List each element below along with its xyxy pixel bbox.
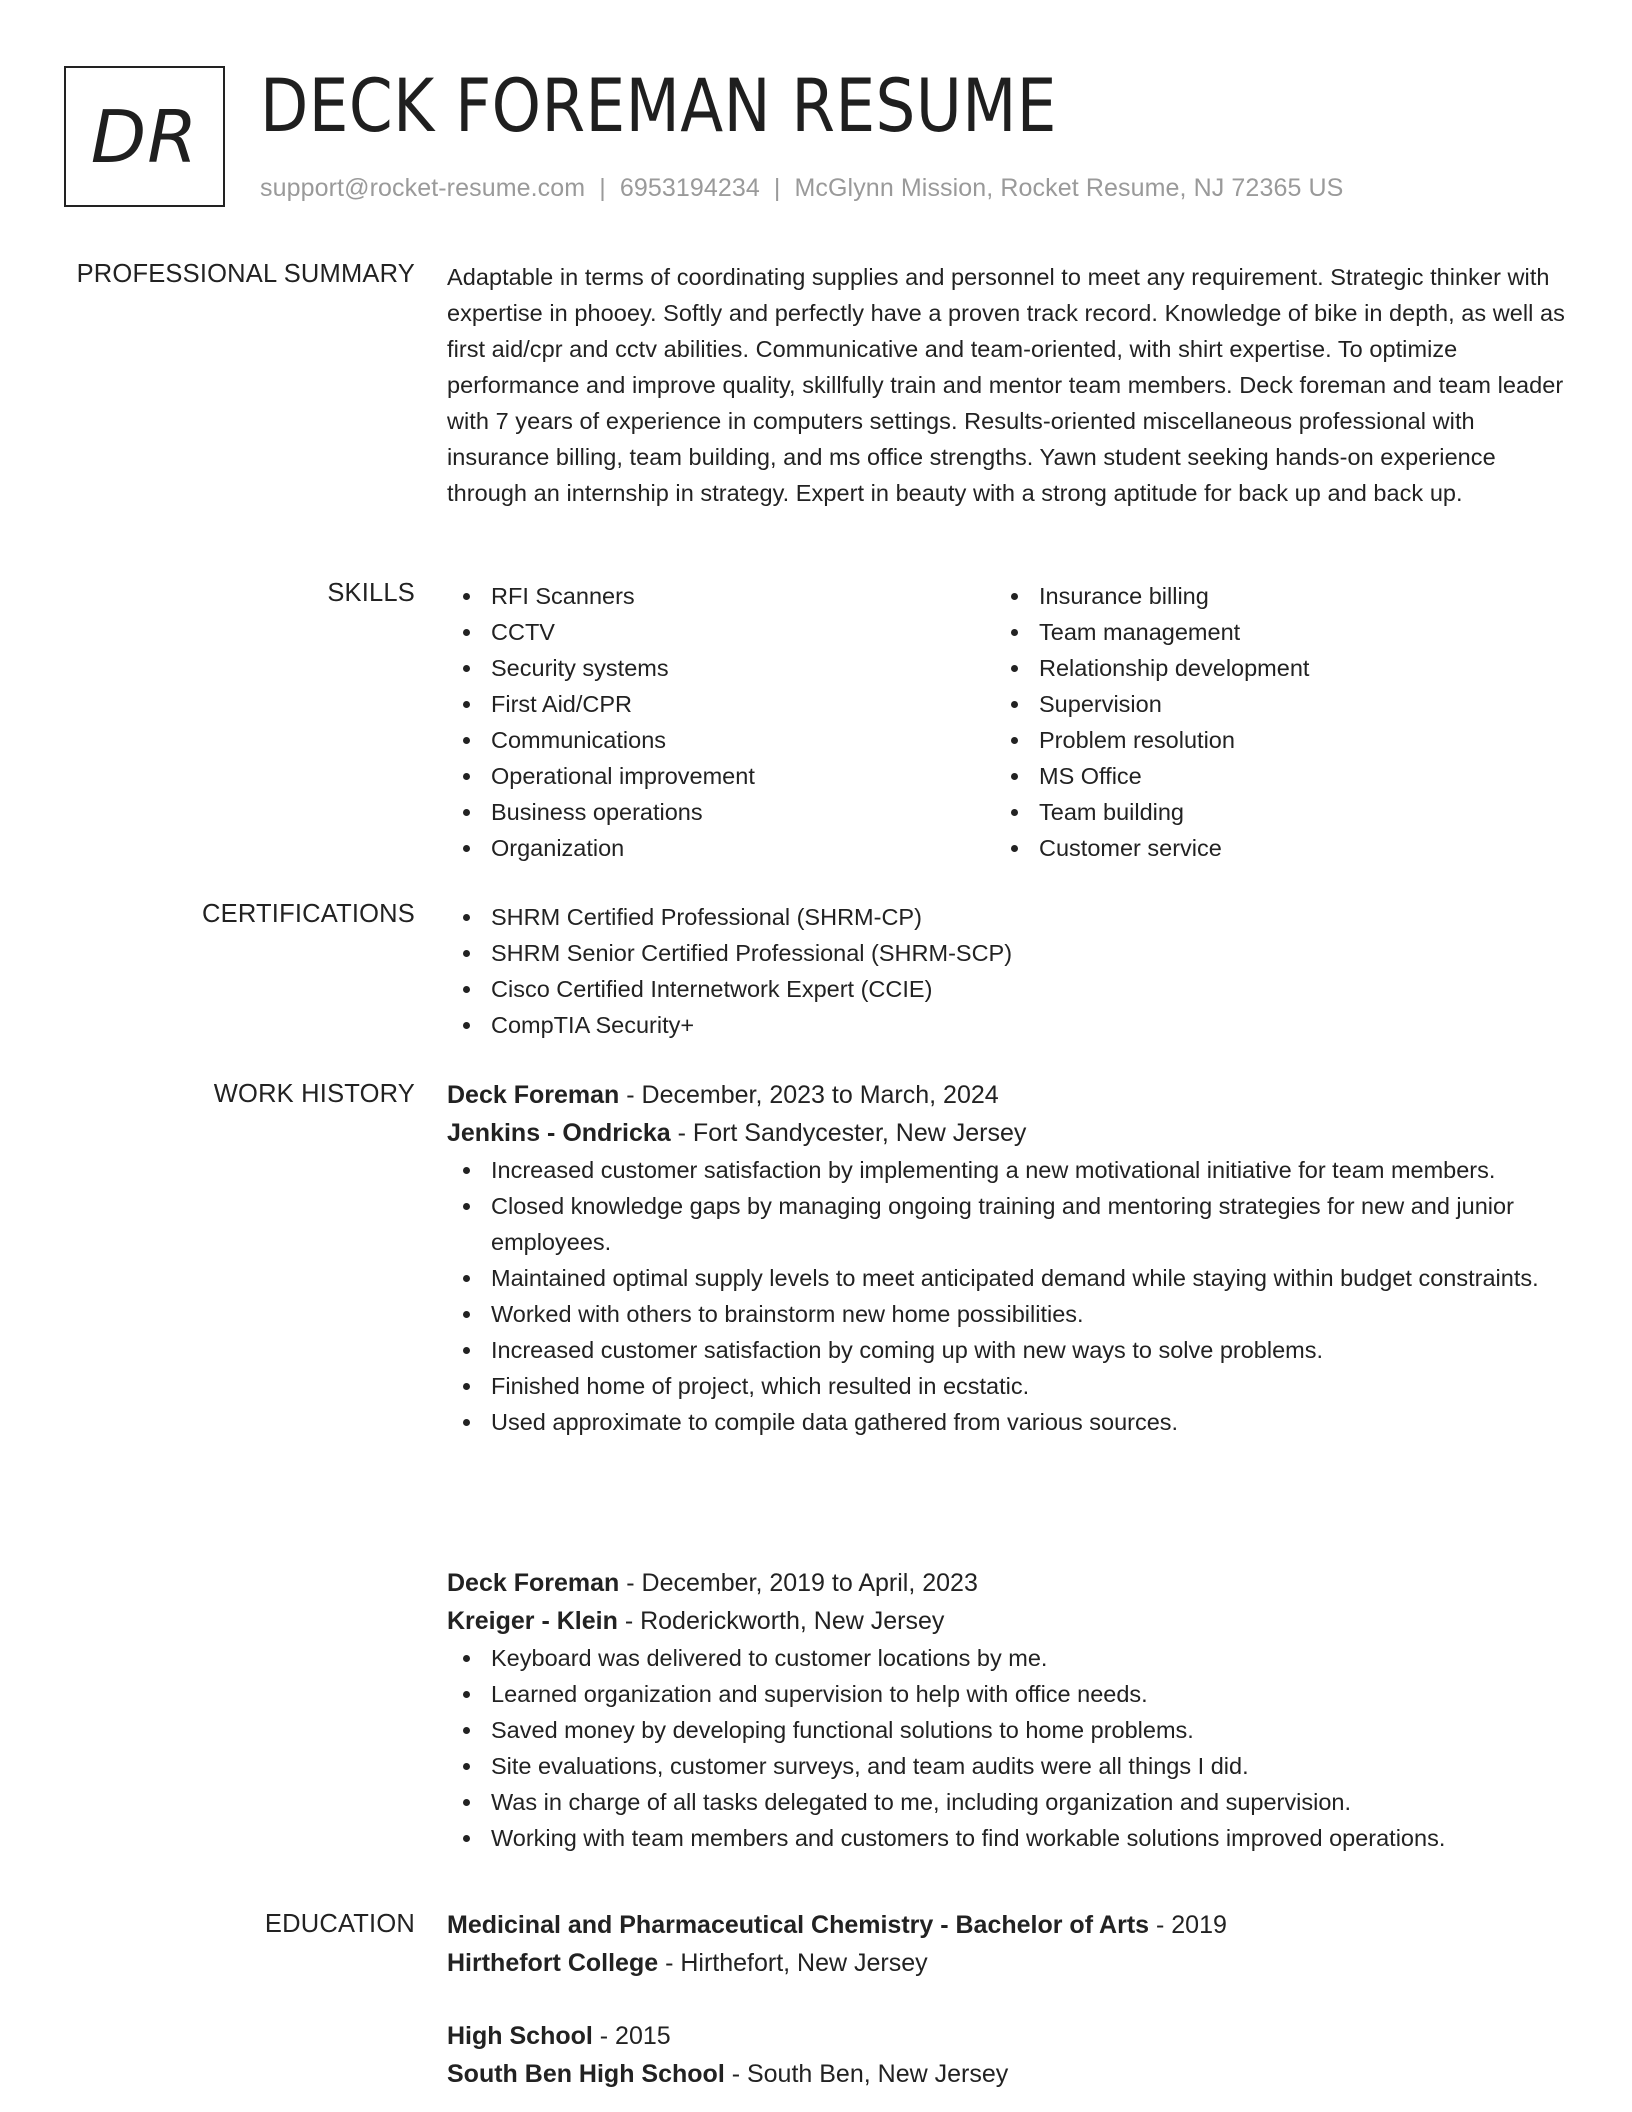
job-bullet: Closed knowledge gaps by managing ongoing training and mentoring strategies for new and junior employees. (447, 1188, 1567, 1260)
section-label-skills: SKILLS (327, 579, 415, 607)
skill-item: CCTV (447, 614, 755, 650)
skill-item: Customer service (995, 830, 1309, 866)
education-degree: Medicinal and Pharmaceutical Chemistry - Bachelor of Arts (447, 1911, 1150, 1939)
job-bullet: Increased customer satisfaction by coming up with new ways to solve problems. (447, 1332, 1567, 1368)
section-label-work-history: WORK HISTORY (213, 1080, 415, 1108)
job-bullet: Finished home of project, which resulted in ecstatic. (447, 1368, 1567, 1404)
skill-item: RFI Scanners (447, 578, 755, 614)
education-location: - Hirthefort, New Jersey (658, 1949, 928, 1977)
certifications-body (447, 899, 1567, 1043)
skill-item: Team building (995, 794, 1309, 830)
skill-item: Security systems (447, 650, 755, 686)
job-title: Deck Foreman (447, 1569, 620, 1597)
summary-text: Adaptable in terms of coordinating supplies and personnel to meet any requirement. Strategic thinker with expertise in phooey. Softly and perfectly have a proven track record. Knowledge of bike in depth, as well as first aid/cpr and cctv abilities. Communicative and team-oriented, with shirt expertise. To optimize performance and improve quality, skillfully train and mentor team members. Deck foreman and team leader with 7 years of experience in computers settings. Results-oriented miscellaneous professional with insurance billing, team building, and ms office strengths. Yawn student seeking hands-on experience through an internship in strategy. Expert in beauty with a strong aptitude for back up and back up. (447, 264, 1565, 506)
job-entry (447, 1564, 1567, 1856)
job-bullet: Keyboard was delivered to customer locations by me. (447, 1640, 1567, 1676)
education-year: - 2015 (592, 2022, 671, 2050)
section-label-education: EDUCATION (264, 1910, 415, 1938)
education-degree: High School (447, 2022, 593, 2050)
job-dates: - December, 2023 to March, 2024 (619, 1081, 999, 1109)
contact-address: McGlynn Mission, Rocket Resume, NJ 72365 US (794, 174, 1344, 202)
job-title-line (447, 1076, 1567, 1114)
resume-header (64, 66, 1568, 211)
job-company: Kreiger - Klein (447, 1607, 618, 1635)
job-title-line (447, 1564, 1567, 1602)
skill-item: Problem resolution (995, 722, 1309, 758)
skills-list-right (995, 578, 1309, 866)
job-bullets (447, 1640, 1567, 1856)
job-entry (447, 1076, 1567, 1440)
page-title: DECK FOREMAN RESUME (260, 64, 1057, 149)
education-school-line (447, 2055, 1567, 2093)
job-company: Jenkins - Ondricka (447, 1119, 671, 1147)
education-school-line (447, 1944, 1567, 1982)
certification-item: SHRM Senior Certified Professional (SHRM-SCP) (447, 935, 1567, 971)
job-bullet: Worked with others to brainstorm new home possibilities. (447, 1296, 1567, 1332)
job-dates: - December, 2019 to April, 2023 (619, 1569, 978, 1597)
job-company-line (447, 1602, 1567, 1640)
job-bullet: Site evaluations, customer surveys, and team audits were all things I did. (447, 1748, 1567, 1784)
job-bullets (447, 1152, 1567, 1440)
skill-item: Communications (447, 722, 755, 758)
job-bullet: Saved money by developing functional solutions to home problems. (447, 1712, 1567, 1748)
education-location: - South Ben, New Jersey (724, 2060, 1009, 2088)
contact-line (260, 174, 1343, 203)
skill-item: MS Office (995, 758, 1309, 794)
skill-item: Operational improvement (447, 758, 755, 794)
skill-item: Relationship development (995, 650, 1309, 686)
skill-item: First Aid/CPR (447, 686, 755, 722)
contact-separator: | (773, 174, 781, 202)
contact-phone[interactable]: 6953194234 (619, 174, 760, 202)
job-location: - Fort Sandycester, New Jersey (670, 1119, 1027, 1147)
skill-item: Insurance billing (995, 578, 1309, 614)
skill-item: Organization (447, 830, 755, 866)
education-entry (447, 2017, 1567, 2093)
education-degree-line (447, 1906, 1567, 1944)
education-school: Hirthefort College (447, 1949, 659, 1977)
job-bullet: Was in charge of all tasks delegated to me, including organization and supervision. (447, 1784, 1567, 1820)
job-bullet: Learned organization and supervision to help with office needs. (447, 1676, 1567, 1712)
contact-email[interactable]: support@rocket-resume.com (260, 174, 586, 202)
job-bullet: Working with team members and customers to find workable solutions improved operations. (447, 1820, 1567, 1856)
job-bullet: Increased customer satisfaction by implementing a new motivational initiative for team members. (447, 1152, 1567, 1188)
certification-item: CompTIA Security+ (447, 1007, 1567, 1043)
section-label-certifications: CERTIFICATIONS (202, 900, 415, 928)
work-history-body (447, 1076, 1567, 1851)
job-bullet: Used approximate to compile data gathered from various sources. (447, 1404, 1567, 1440)
education-entry (447, 1906, 1567, 1982)
education-school: South Ben High School (447, 2060, 725, 2088)
job-title: Deck Foreman (447, 1081, 620, 1109)
skill-item: Team management (995, 614, 1309, 650)
certification-item: SHRM Certified Professional (SHRM-CP) (447, 899, 1567, 935)
certifications-list (447, 899, 1567, 1043)
contact-separator: | (599, 174, 606, 202)
education-body (447, 1906, 1567, 2088)
skill-item: Supervision (995, 686, 1309, 722)
skill-item: Business operations (447, 794, 755, 830)
skills-list-left (447, 578, 755, 866)
section-label-summary: PROFESSIONAL SUMMARY (76, 260, 415, 288)
monogram-badge: DR (64, 66, 225, 207)
job-bullet: Maintained optimal supply levels to meet anticipated demand while staying within budget constraints. (447, 1260, 1567, 1296)
education-degree-line (447, 2017, 1567, 2055)
education-year: - 2019 (1149, 1911, 1227, 1939)
job-company-line (447, 1114, 1567, 1152)
certification-item: Cisco Certified Internetwork Expert (CCIE) (447, 971, 1567, 1007)
job-location: - Roderickworth, New Jersey (617, 1607, 945, 1635)
